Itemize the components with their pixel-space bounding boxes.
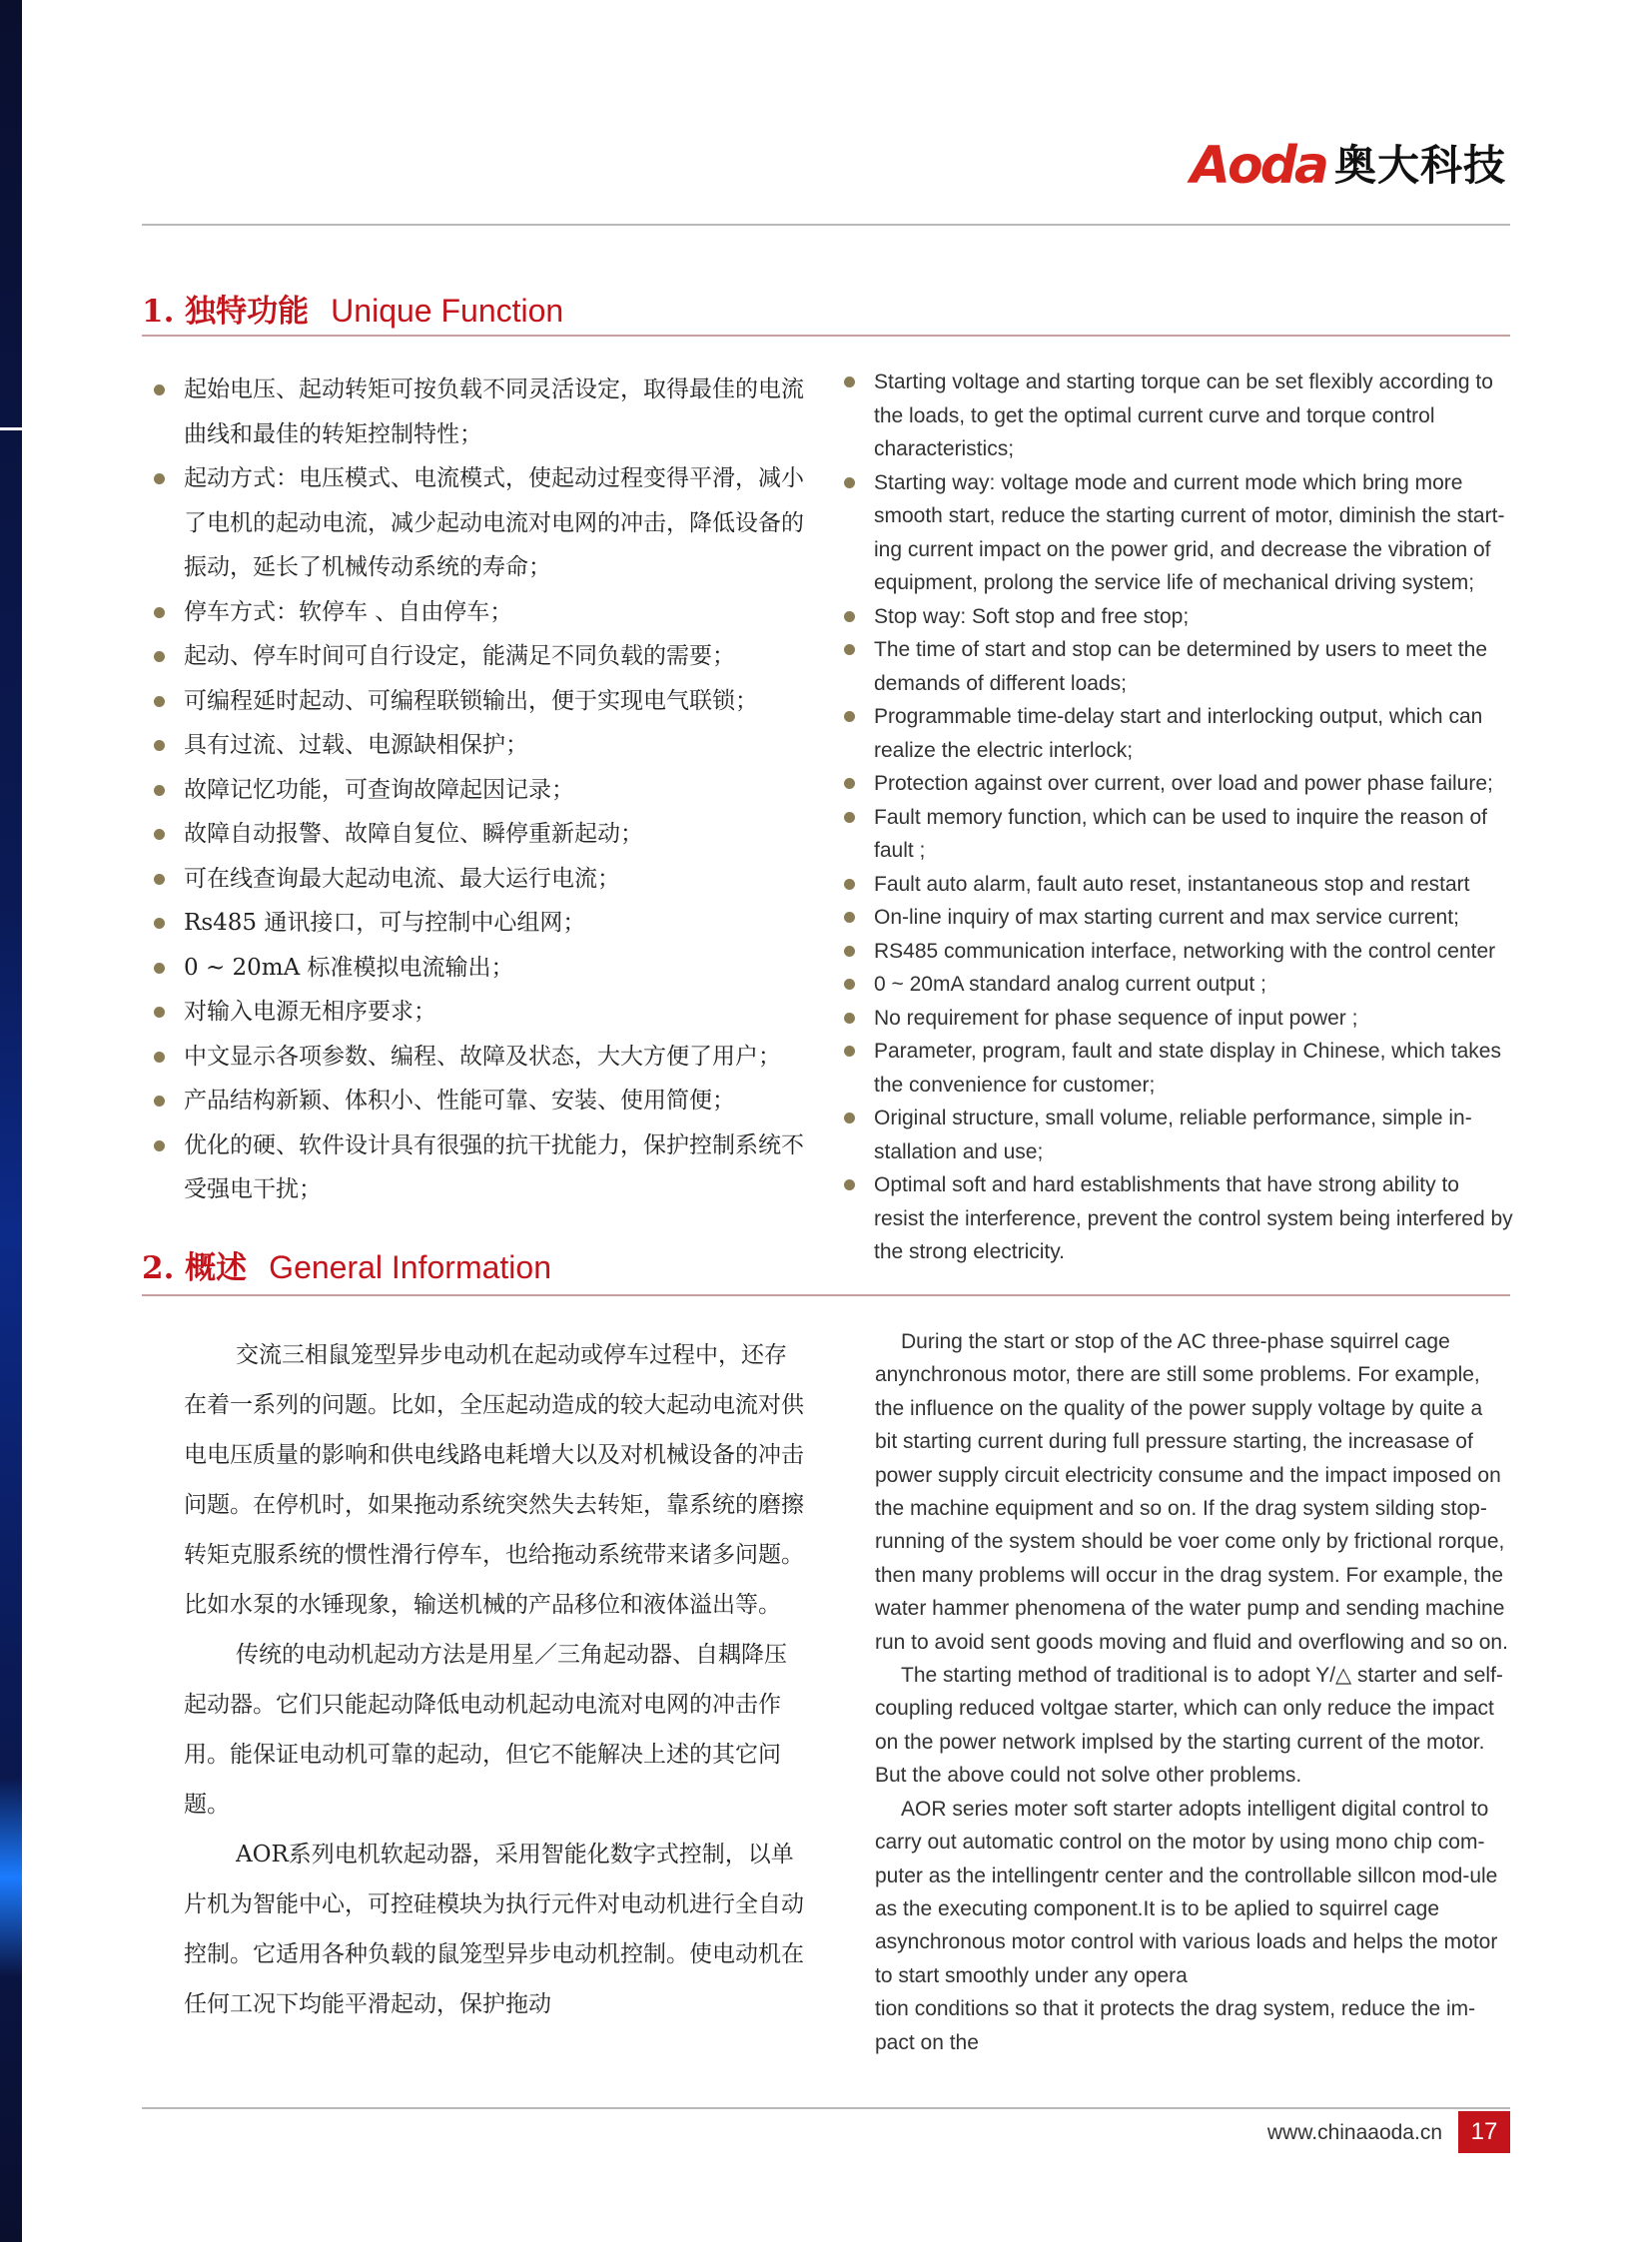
list-item-cn: 中文显示各项参数、编程、故障及状态，大大方便了用户； (152, 1035, 811, 1080)
section-1-title-cn: 1. 独特功能 (142, 294, 310, 330)
list-item-en: Parameter, program, fault and state display in Chinese, which takes the convenience for customer; (842, 1035, 1513, 1102)
list-item-cn: 产品结构新颖、体积小、性能可靠、安装、使用简便； (152, 1079, 811, 1123)
paragraph-cn: 交流三相鼠笼型异步电动机在起动或停车过程中，还存在着一系列的问题。比如，全压起动造成的较大起动电流对供电电压质量的影响和供电线路电耗增大以及对机械设备的冲击问题。在停机时，如果拖动系统突然失去转矩，靠系统的磨擦转矩克服系统的惯性滑行停车，也给拖动系统带来诸多问题。比如水泵的水锤现象，输送机械的产品移位和液体溢出等。 (184, 1342, 804, 1618)
list-item-en: The time of start and stop can be determined by users to meet the demands of different loads; (842, 633, 1513, 700)
list-item-en: Protection against over current, over load and power phase failure; (842, 767, 1513, 801)
list-item-en: RS485 communication interface, networking with the control center (842, 935, 1513, 969)
list-item-cn: Rs485 通讯接口，可与控制中心组网； (152, 901, 811, 946)
edge-glow (0, 1778, 22, 1977)
general-information-cn-text (184, 1330, 805, 2029)
list-item-cn: 对输入电源无相序要求； (152, 990, 811, 1035)
list-item-en: Original structure, small volume, reliable performance, simple in-stallation and use; (842, 1102, 1513, 1168)
section-2-title-en: General Information (269, 1249, 551, 1285)
list-item-cn: 0 ~ 20mA 标准模拟电流输出； (152, 946, 811, 991)
logo-latin-text: Aoda (1190, 136, 1326, 196)
general-information-en-text (875, 1325, 1510, 2059)
list-item-en: No requirement for phase sequence of input power ; (842, 1002, 1513, 1036)
paragraph-cn: 传统的电动机起动方法是用星／三角起动器、自耦降压起动器。它们只能起动降低电动机起动电流对电网的冲击作用。能保证电动机可靠的起动，但它不能解决上述的其它问题。 (184, 1642, 787, 1818)
edge-decoration-strip (0, 0, 22, 2242)
bullet-list-en (842, 366, 1513, 1269)
list-item-en: On-line inquiry of max starting current and max service current; (842, 901, 1513, 935)
bullet-list-cn (152, 368, 811, 1212)
list-item-en: Programmable time-delay start and interlocking output, which can realize the electric interlock; (842, 700, 1513, 767)
list-item-cn: 故障自动报警、故障自复位、瞬停重新起动； (152, 812, 811, 857)
list-item-en: Optimal soft and hard establishments that have strong ability to resist the interference, prevent the control system being interfered by the strong electricity. (842, 1168, 1513, 1269)
list-item-cn: 可在线查询最大起动电流、最大运行电流； (152, 857, 811, 902)
list-item-en: Fault auto alarm, fault auto reset, instantaneous stop and restart (842, 868, 1513, 902)
list-item-en: Starting voltage and starting torque can be set flexibly according to the loads, to get the optimal current curve and torque control characteristics; (842, 366, 1513, 466)
list-item-en: Stop way: Soft stop and free stop; (842, 600, 1513, 634)
paragraph-en: tion conditions so that it protects the drag system, reduce the im-pact on the (875, 1997, 1476, 2054)
list-item-cn: 起动方式：电压模式、电流模式，使起动过程变得平滑，减小了电机的起动电流，减少起动电流对电网的冲击，降低设备的振动，延长了机械传动系统的寿命； (152, 456, 811, 590)
unique-function-en-list (842, 366, 1513, 1269)
list-item-cn: 停车方式：软停车 、自由停车； (152, 590, 811, 635)
unique-function-cn-list (152, 368, 811, 1212)
section-2-divider (142, 1294, 1510, 1296)
section-1-heading (142, 286, 563, 331)
paragraph-cn: AOR系列电机软起动器，采用智能化数字式控制，以单片机为智能中心，可控硅模块为执行元件对电动机进行全自动控制。它适用各种负载的鼠笼型异步电动机控制。使电动机在任何工况下均能平滑起动，保护拖动 (184, 1842, 804, 2017)
list-item-en: Starting way: voltage mode and current mode which bring more smooth start, reduce the starting current of motor, diminish the start-ing current impact on the power grid, and decrease the vibration of equipment, prolong the service life of mechanical driving system; (842, 466, 1513, 600)
paragraph-en: AOR series moter soft starter adopts intelligent digital control to carry out automatic control on the motor by using mono chip com-puter as the intellingentr center and the controllable sillcon mod-ule as the executing component.It is to be aplied to squirrel cage asynchronous motor control with various loads and helps the motor to start smoothly under any opera (875, 1797, 1498, 1987)
section-1-divider (142, 335, 1510, 337)
list-item-cn: 优化的硬、软件设计具有很强的抗干扰能力，保护控制系统不受强电干扰； (152, 1123, 811, 1212)
brand-logo (1190, 136, 1506, 196)
section-1-title-en: Unique Function (331, 293, 564, 329)
paragraph-en: The starting method of traditional is to adopt Y/△ starter and self-coupling reduced voltgae starter, which can only reduce the impact on the power network implsed by the starting current of the motor. But the above could not solve other problems. (875, 1664, 1503, 1788)
list-item-en: Fault memory function, which can be used to inquire the reason of fault ; (842, 801, 1513, 868)
list-item-cn: 故障记忆功能，可查询故障起因记录； (152, 768, 811, 813)
list-item-cn: 具有过流、过载、电源缺相保护； (152, 723, 811, 768)
list-item-cn: 起动、停车时间可自行设定，能满足不同负载的需要； (152, 634, 811, 679)
list-item-en: 0 ~ 20mA standard analog current output ; (842, 968, 1513, 1002)
section-2-heading (142, 1242, 551, 1287)
header-divider (142, 224, 1510, 226)
logo-chinese-text: 奥大科技 (1333, 141, 1506, 190)
footer-website-url: www.chinaaoda.cn (1266, 2121, 1442, 2144)
footer-divider (142, 2107, 1510, 2109)
list-item-cn: 起始电压、起动转矩可按负载不同灵活设定，取得最佳的电流曲线和最佳的转矩控制特性； (152, 368, 811, 456)
section-2-title-cn: 2. 概述 (142, 1250, 248, 1286)
paragraph-en: During the start or stop of the AC three-phase squirrel cage anynchronous motor, there are still some problems. For example, the influence on the quality of the power supply voltage by quite a bit starting current during full pressure starting, the increasase of power supply circuit electricity consume and the impact imposed on the machine equipment and so on. If the drag system silding stop-running of the system should be voer come only by frictional rorque, then many problems will occur in the drag system. For example, the water hammer phenomena of the water pump and sending machine run to avoid sent goods moving and fluid and overflowing and so on. (875, 1330, 1508, 1654)
page-number-badge: 17 (1458, 2111, 1510, 2153)
list-item-cn: 可编程延时起动、可编程联锁输出，便于实现电气联锁； (152, 679, 811, 724)
edge-tick-mark (0, 427, 24, 430)
